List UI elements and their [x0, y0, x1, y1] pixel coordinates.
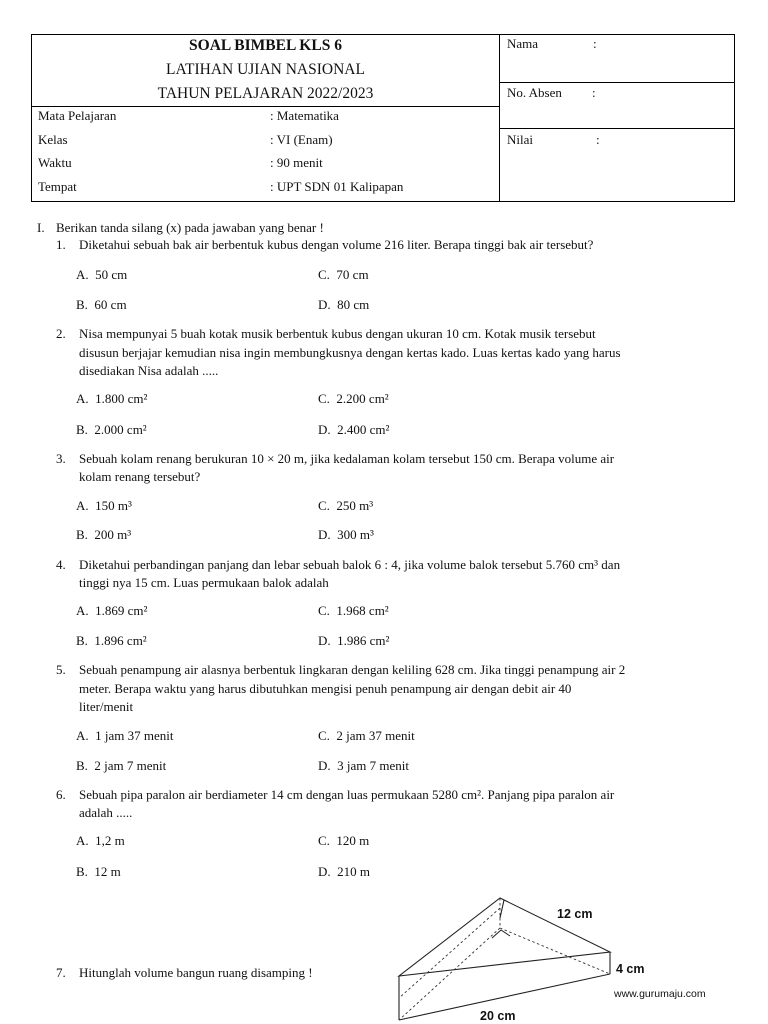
option-a[interactable]: A. 1.800 cm²	[76, 391, 148, 406]
option-text: 3 jam 7 menit	[337, 758, 409, 773]
header-title-2: LATIHAN UJIAN NASIONAL	[166, 61, 365, 78]
option-text: 250 m³	[336, 498, 374, 513]
question-text: adalah .....	[79, 805, 133, 820]
section-numeral: I.	[37, 220, 45, 235]
option-c[interactable]: C. 120 m	[318, 833, 370, 848]
question-number: 3.	[56, 451, 66, 466]
figure-label-bottom: 20 cm	[480, 1009, 516, 1023]
figure-label-right: 4 cm	[616, 962, 645, 976]
option-a[interactable]: A. 50 cm	[76, 267, 128, 282]
option-text: 120 m	[336, 833, 370, 848]
student-score-label: Nilai	[507, 132, 533, 147]
option-text: 210 m	[337, 864, 371, 879]
figure-label-top: 12 cm	[557, 907, 593, 921]
option-c[interactable]: C. 2.200 cm²	[318, 391, 389, 406]
option-b[interactable]: B. 60 cm	[76, 297, 127, 312]
question-text: Hitunglah volume bangun ruang disamping !	[79, 965, 313, 980]
question-number: 4.	[56, 557, 66, 572]
option-a[interactable]: A. 1.869 cm²	[76, 603, 148, 618]
question-text: tinggi nya 15 cm. Luas permukaan balok adalah	[79, 575, 329, 590]
option-text: 200 m³	[94, 527, 132, 542]
question-text: Sebuah pipa paralon air berdiameter 14 cm dengan luas permukaan 5280 cm². Panjang pipa paralon air	[79, 787, 615, 802]
option-text: 1 jam 37 menit	[95, 728, 174, 743]
watermark-text: www.gurumaju.com	[614, 988, 706, 1000]
option-b[interactable]: B. 1.896 cm²	[76, 633, 147, 648]
question-text: Diketahui perbandingan panjang dan lebar sebuah balok 6 : 4, jika volume balok tersebut 5.760 cm³ dan	[79, 557, 621, 572]
student-name-label: Nama	[507, 36, 539, 51]
option-text: 2.400 cm²	[337, 422, 390, 437]
question-text: disusun berjajar kemudian nisa ingin membungkusnya dengan kertas kado. Luas kertas kado yang harus	[79, 345, 621, 360]
option-a[interactable]: A. 1 jam 37 menit	[76, 728, 174, 743]
option-b[interactable]: B. 200 m³	[76, 527, 132, 542]
option-b[interactable]: B. 2 jam 7 menit	[76, 758, 167, 773]
info-label-time: Waktu	[38, 155, 72, 170]
info-value-place: : UPT SDN 01 Kalipapan	[270, 179, 404, 194]
option-text: 300 m³	[337, 527, 374, 542]
header-title-3: TAHUN PELAJARAN 2022/2023	[157, 85, 374, 102]
section-instruction: Berikan tanda silang (x) pada jawaban yang benar !	[56, 220, 324, 235]
question-text: kolam renang tersebut?	[79, 469, 201, 484]
info-value-subject: : Matematika	[270, 108, 339, 123]
question-number: 5.	[56, 662, 66, 677]
question-text: liter/menit	[79, 699, 134, 714]
option-text: 80 cm	[337, 297, 370, 312]
question-text: Nisa mempunyai 5 buah kotak musik berbentuk kubus dengan ukuran 10 cm. Kotak musik tersebut	[79, 326, 596, 341]
option-text: 2 jam 37 menit	[336, 728, 415, 743]
question-text: meter. Berapa waktu yang harus dibutuhkan mengisi penuh penampung air dengan debit air 40	[79, 681, 572, 696]
option-d[interactable]: D. 1.986 cm²	[318, 633, 390, 648]
info-label-place: Tempat	[38, 179, 77, 194]
option-text: 150 m³	[95, 498, 132, 513]
question-number: 1.	[56, 237, 66, 252]
info-value-time: : 90 menit	[270, 155, 323, 170]
question-number: 7.	[56, 965, 66, 980]
option-text: 50 cm	[95, 267, 128, 282]
option-d[interactable]: D. 2.400 cm²	[318, 422, 390, 437]
option-text: 1.986 cm²	[337, 633, 390, 648]
question-text: Sebuah kolam renang berukuran 10 × 20 m, jika kedalaman kolam tersebut 150 cm. Berapa volume air	[79, 451, 615, 466]
option-d[interactable]: D. 80 cm	[318, 297, 370, 312]
info-label-subject: Mata Pelajaran	[38, 108, 117, 123]
option-d[interactable]: D. 300 m³	[318, 527, 374, 542]
question-number: 6.	[56, 787, 66, 802]
student-absen-label: No. Absen	[507, 85, 562, 100]
option-text: 1.968 cm²	[336, 603, 389, 618]
option-text: 2 jam 7 menit	[94, 758, 167, 773]
option-a[interactable]: A. 150 m³	[76, 498, 132, 513]
info-value-class: : VI (Enam)	[270, 132, 333, 147]
option-c[interactable]: C. 2 jam 37 menit	[318, 728, 415, 743]
option-a[interactable]: A. 1,2 m	[76, 833, 125, 848]
option-d[interactable]: D. 3 jam 7 menit	[318, 758, 409, 773]
option-text: 12 m	[94, 864, 121, 879]
option-text: 2.200 cm²	[336, 391, 389, 406]
header-title-1: SOAL BIMBEL KLS 6	[189, 37, 342, 54]
option-text: 1.896 cm²	[94, 633, 147, 648]
student-absen-colon: :	[592, 85, 596, 100]
option-c[interactable]: C. 250 m³	[318, 498, 374, 513]
option-text: 2.000 cm²	[94, 422, 147, 437]
option-c[interactable]: C. 1.968 cm²	[318, 603, 389, 618]
option-c[interactable]: C. 70 cm	[318, 267, 369, 282]
option-text: 60 cm	[94, 297, 127, 312]
option-text: 70 cm	[336, 267, 369, 282]
option-b[interactable]: B. 12 m	[76, 864, 121, 879]
option-text: 1.800 cm²	[95, 391, 148, 406]
student-score-colon: :	[596, 132, 600, 147]
question-text: disediakan Nisa adalah .....	[79, 363, 219, 378]
option-text: 1,2 m	[95, 833, 125, 848]
option-text: 1.869 cm²	[95, 603, 148, 618]
triangular-prism-figure	[380, 888, 650, 1024]
student-name-colon: :	[593, 36, 597, 51]
question-text: Sebuah penampung air alasnya berbentuk lingkaran dengan keliling 628 cm. Jika tinggi penampung air 2	[79, 662, 626, 677]
info-label-class: Kelas	[38, 132, 68, 147]
option-b[interactable]: B. 2.000 cm²	[76, 422, 147, 437]
option-d[interactable]: D. 210 m	[318, 864, 371, 879]
question-text: Diketahui sebuah bak air berbentuk kubus dengan volume 216 liter. Berapa tinggi bak air tersebut?	[79, 237, 594, 252]
question-number: 2.	[56, 326, 66, 341]
